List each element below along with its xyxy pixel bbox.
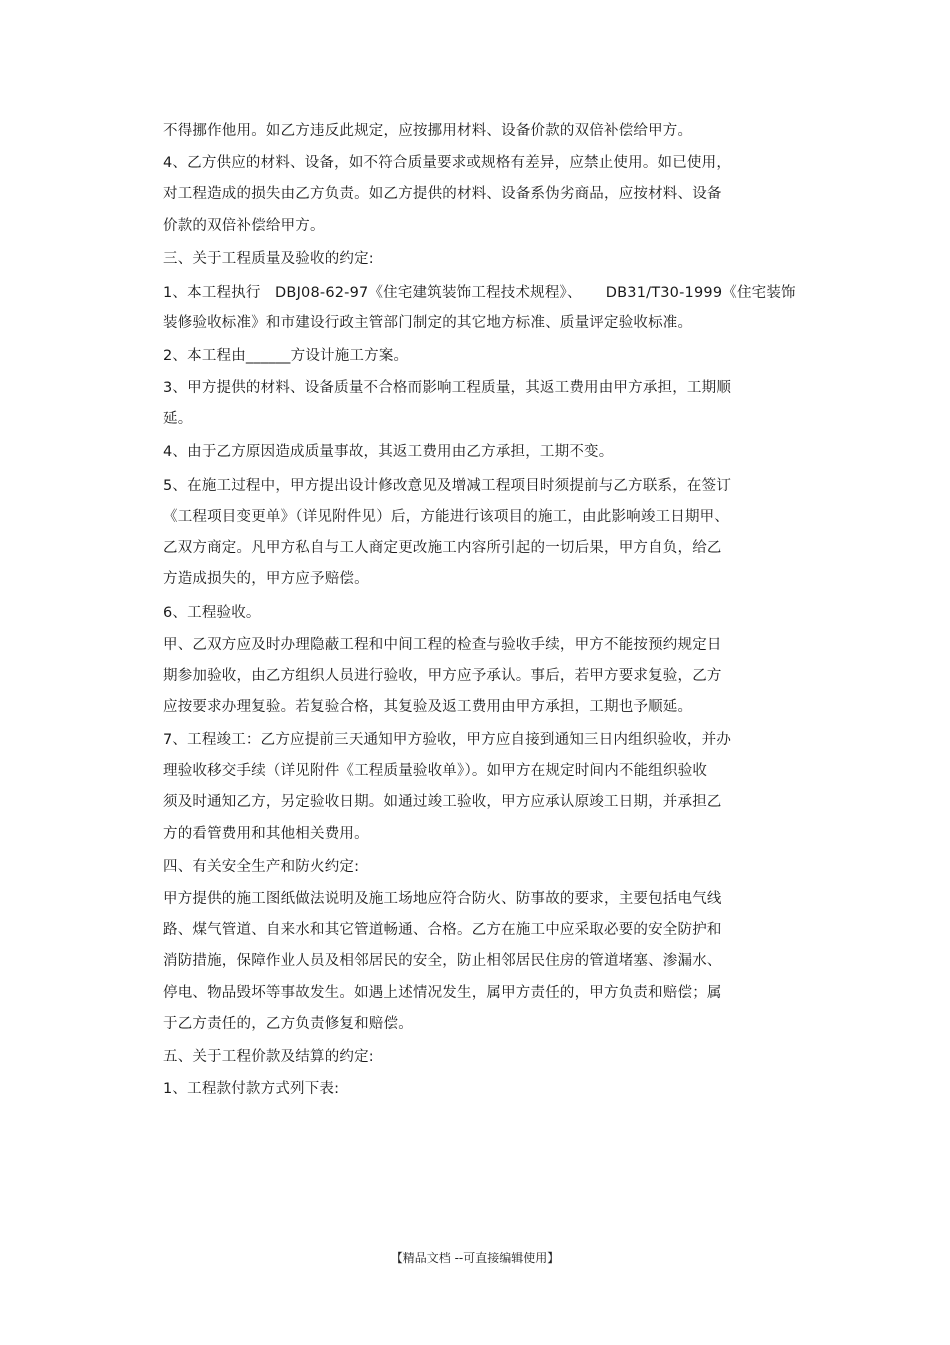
section-heading: 五、关于工程价款及结算的约定: <box>163 1049 374 1065</box>
text-line: 1、本工程执行 DBJ08-62-97《住宅建筑装饰工程技术规程》、 DB31/T30-1999《住宅装饰 <box>163 285 796 301</box>
text-line: 消防措施，保障作业人员及相邻居民的安全，防止相邻居民住房的管道堵塞、渗漏水、 <box>163 953 722 969</box>
text-line: 价款的双倍补偿给甲方。 <box>163 218 325 234</box>
text-line: 路、煤气管道、自来水和其它管道畅通、合格。乙方在施工中应采取必要的安全防护和 <box>163 922 722 938</box>
text-line: 4、由于乙方原因造成质量事故，其返工费用由乙方承担，工期不变。 <box>163 444 614 460</box>
section-heading: 三、关于工程质量及验收的约定: <box>163 251 374 267</box>
text-line: 7、工程竣工：乙方应提前三天通知甲方验收，甲方应自接到通知三日内组织验收，并办 <box>163 732 732 748</box>
text-line: 对工程造成的损失由乙方负责。如乙方提供的材料、设备系伪劣商品，应按材料、设备 <box>163 186 722 202</box>
text-line: 装修验收标准》和市建设行政主管部门制定的其它地方标准、质量评定验收标准。 <box>163 315 693 331</box>
text-line: 4、乙方供应的材料、设备，如不符合质量要求或规格有差异，应禁止使用。如已使用， <box>163 155 732 171</box>
text-line: 延。 <box>163 411 193 427</box>
text-line: 不得挪作他用。如乙方违反此规定，应按挪用材料、设备价款的双倍补偿给甲方。 <box>163 123 693 139</box>
text-line: 于乙方责任的，乙方负责修复和赔偿。 <box>163 1016 413 1032</box>
text-line: 方的看管费用和其他相关费用。 <box>163 826 369 842</box>
text-line: 须及时通知乙方，另定验收日期。如通过竣工验收，甲方应承认原竣工日期，并承担乙 <box>163 794 722 810</box>
text-line: 期参加验收，由乙方组织人员进行验收，甲方应予承认。事后，若甲方要求复验，乙方 <box>163 668 722 684</box>
text-line: 甲方提供的施工图纸做法说明及施工场地应符合防火、防事故的要求，主要包括电气线 <box>163 891 722 907</box>
text-line: 停电、物品毁坏等事故发生。如遇上述情况发生，属甲方责任的，甲方负责和赔偿；属 <box>163 985 722 1001</box>
text-line: 应按要求办理复验。若复验合格，其复验及返工费用由甲方承担，工期也予顺延。 <box>163 699 693 715</box>
page-footer: 【精品文档 --可直接编辑使用】 <box>390 1251 560 1265</box>
text-line: 2、本工程由______方设计施工方案。 <box>163 348 409 364</box>
text-line: 6、工程验收。 <box>163 605 261 621</box>
text-line: 5、在施工过程中，甲方提出设计修改意见及增减工程项目时须提前与乙方联系，在签订 <box>163 478 732 494</box>
text-line: 方造成损失的，甲方应予赔偿。 <box>163 571 369 587</box>
text-line: 《工程项目变更单》（详见附件见）后，方能进行该项目的施工，由此影响竣工日期甲、 <box>163 509 730 525</box>
text-line: 理验收移交手续（详见附件《工程质量验收单》）。如甲方在规定时间内不能组织验收 <box>163 763 708 779</box>
text-line: 甲、乙双方应及时办理隐蔽工程和中间工程的检查与验收手续，甲方不能按预约规定日 <box>163 637 722 653</box>
text-line: 乙双方商定。凡甲方私自与工人商定更改施工内容所引起的一切后果，甲方自负，给乙 <box>163 540 722 556</box>
text-line: 1、工程款付款方式列下表: <box>163 1081 340 1097</box>
section-heading: 四、有关安全生产和防火约定: <box>163 859 360 875</box>
text-line: 3、甲方提供的材料、设备质量不合格而影响工程质量，其返工费用由甲方承担，工期顺 <box>163 380 732 396</box>
